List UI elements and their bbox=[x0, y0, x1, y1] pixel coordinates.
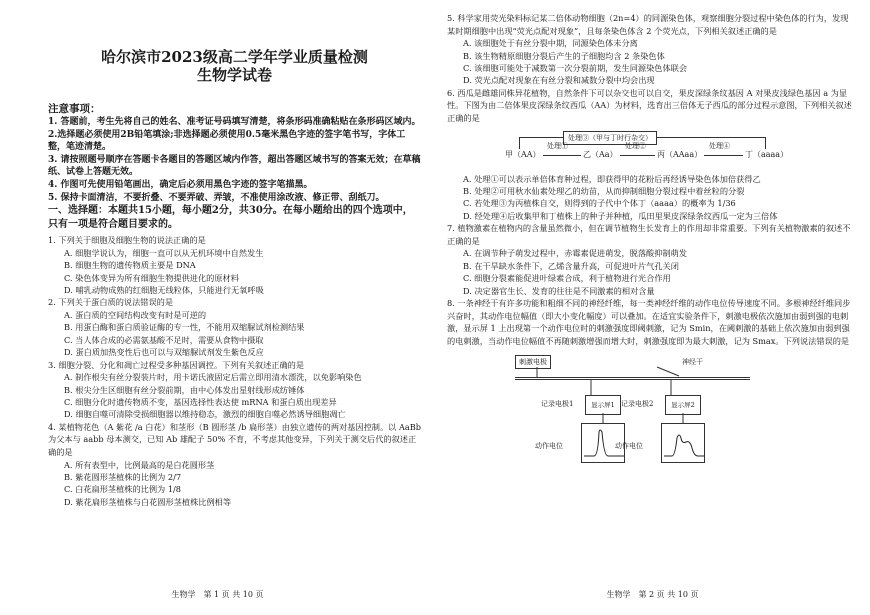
nerve-trunk-label: 神经干 bbox=[682, 358, 703, 367]
question-3 bbox=[48, 359, 421, 421]
note-item: 3. 请按照题号顺序在答题卡各题目的答题区域内作答，超出答题区域书写的答案无效；在草稿纸、试卷上答题无效。 bbox=[48, 154, 421, 178]
page-2 bbox=[435, 0, 870, 615]
node-bing: 丙（AAaa） bbox=[657, 149, 703, 159]
option-c: C. 细胞分化时遗传物质不变，基因选择性表达使 mRNA 和蛋白质出现差异 bbox=[64, 397, 337, 407]
option-d: D. 紫花扁形茎植株与白花圆形茎植株比例相等 bbox=[64, 496, 232, 507]
record-electrode-2-label: 记录电极2 bbox=[621, 400, 654, 409]
exam-subtitle: 生物学试卷 bbox=[196, 66, 272, 84]
option-c: C. 该细胞可能处于减数第一次分裂前期，发生同源染色体联会 bbox=[463, 63, 688, 73]
question-stem: 5. 科学家用荧光染料标记某二倍体动物细胞（2n=4）的同源染色体，观察细胞分裂过程中染色体的行为，发现某时期细胞中出现“荧光点配对现象”，且每条染色体含 2 个荧光点，下列相关叙述正确的是 bbox=[447, 13, 849, 36]
display-screen-2: 显示屏2 bbox=[665, 395, 701, 415]
option-c: C. 白花扁形茎植株的比例为 1/8 bbox=[64, 484, 182, 495]
display-screen-1: 显示屏1 bbox=[585, 395, 621, 415]
nerve-experiment-diagram bbox=[507, 349, 767, 461]
question-stem: 8. 一条神经干有许多功能和粗细不同的神经纤维，每一类神经纤维的动作电位传导速度不同。多根神经纤维同步兴奋时，其动作电位幅值（即大小变化幅度）可以叠加。在适宜实验条件下，刺激电极依次施加由弱到强的电刺激，显示屏 1 上出现第一个动作电位时的刺激强度即阈刺激，记为 Smin，在阈刺激的基础上依次施加由弱到强的电刺激，当动作电位幅值不再随刺激增强而增大时，刺激强度即为最大刺激，记为 Smax。下列说法错误的是 bbox=[447, 298, 851, 346]
question-8 bbox=[447, 297, 856, 461]
record-electrode-1-label: 记录电极1 bbox=[541, 400, 574, 409]
action-potential-label-1: 动作电位 bbox=[535, 442, 563, 451]
option-d: D. 决定器官生长、发育的往往是不同激素的相对含量 bbox=[463, 285, 655, 296]
exam-title: 哈尔滨市2023级高二学年学业质量检测 bbox=[101, 48, 368, 66]
waveform-graph-2 bbox=[661, 423, 705, 463]
option-b: B. 细胞生物的遗传物质主要是 DNA bbox=[64, 260, 196, 271]
option-a: A. 处理①可以表示单倍体育种过程，即获得甲的花粉后再经诱导染色体加倍获得乙 bbox=[463, 173, 761, 184]
option-c: C. 染色体变异为所有细胞生物提供进化的原材料 bbox=[64, 272, 239, 283]
option-d: D. 哺乳动物成熟的红细胞无线粒体，只能进行无氧呼吸 bbox=[64, 284, 264, 295]
node-yi: 乙（Aa） bbox=[583, 149, 618, 159]
option-b: B. 在干旱缺水条件下，乙烯含量升高，可促进叶片气孔关闭 bbox=[463, 260, 679, 271]
section-heading: 一、选择题：本题共15小题，每小题2分，共30分。在每小题给出的四个选项中，只有一项是符合题目要求的。 bbox=[48, 205, 413, 231]
page-footer: 生物学 第 1 页 共 10 页 bbox=[171, 590, 264, 599]
node-ding: 丁（aaaa） bbox=[745, 149, 789, 159]
arrow-label-4: 处理④ bbox=[709, 141, 730, 150]
note-item: 2.选择题必须使用2B铅笔填涂;非选择题必须使用0.5毫米黑色字迹的签字笔书写，字体工整，笔迹清楚。 bbox=[48, 129, 406, 153]
option-a: A. 细胞学说认为，细胞一直可以从无机环境中自然发生 bbox=[64, 247, 264, 258]
action-potential-label-2: 动作电位 bbox=[615, 442, 643, 451]
option-a: A. 所有表型中，比例最高的是白花圆形茎 bbox=[64, 459, 215, 470]
option-d: D. 细胞自噬可清除受损细胞器以维持稳态，激烈的细胞自噬必然诱导细胞凋亡 bbox=[64, 409, 346, 420]
question-2 bbox=[48, 296, 421, 358]
option-a: A. 蛋白质的空间结构改变有时是可逆的 bbox=[64, 309, 207, 320]
stimulus-electrode-label: 刺激电极 bbox=[515, 355, 551, 369]
question-stem: 1. 下列关于细胞及细胞生物的说法正确的是 bbox=[48, 235, 206, 246]
option-b: B. 用蛋白酶和蛋白质验证酶的专一性，不能用双缩脲试剂检测结果 bbox=[64, 322, 305, 333]
option-a: A. 在调节种子萌发过程中，赤霉素促进萌发，脱落酸抑制萌发 bbox=[463, 248, 687, 259]
question-4 bbox=[48, 421, 421, 508]
option-c: C. 当人体合成的必需氨基酸不足时，需要从食物中摄取 bbox=[64, 334, 264, 345]
arrow-label-2: 处理② bbox=[625, 141, 646, 150]
question-stem: 7. 植物激素在植物内的含量虽然微小，但在调节植物生长发育上的作用却非常重要。下列有关植物激素的叙述不正确的是 bbox=[447, 223, 851, 246]
question-5 bbox=[447, 12, 856, 87]
option-d: D. 蛋白质加热变性后也可以与双缩脲试剂发生紫色反应 bbox=[64, 347, 264, 358]
question-1 bbox=[48, 234, 421, 296]
option-d: D. 荧光点配对现象在有丝分裂和减数分裂中均会出现 bbox=[463, 75, 655, 86]
option-b: B. 紫花圆形茎植株的比例为 2/7 bbox=[64, 472, 182, 482]
arrow-label-1: 处理① bbox=[547, 141, 568, 150]
option-a: A. 该细胞处于有丝分裂中期，同源染色体未分离 bbox=[463, 38, 638, 49]
option-b: B. 该生物精原细胞分裂后产生的子细胞均含 2 条染色体 bbox=[463, 50, 665, 61]
option-d: D. 经处理④后收集甲和丁植株上的种子并种植，瓜田里果皮深绿条纹西瓜一定为三倍体 bbox=[463, 210, 778, 221]
process-label-3: 处理③（甲与丁时行杂交） bbox=[563, 131, 657, 145]
option-b: B. 处理②可用秋水仙素处理乙的幼苗，从而抑制细胞分裂过程中着丝粒的分裂 bbox=[463, 186, 745, 196]
option-c: C. 细胞分裂素能促进叶绿素合成，利于植物进行光合作用 bbox=[463, 273, 671, 284]
option-c: C. 若处理③为丙植株自交，则得到的子代中个体丁（aaaa）的概率为 1/36 bbox=[463, 198, 736, 209]
question-stem: 2. 下列关于蛋白质的说法错误的是 bbox=[48, 297, 174, 308]
option-b: B. 根尖分生区细胞有丝分裂前期，由中心体发出星射线形成纺锤体 bbox=[64, 384, 305, 395]
notes-heading: 注意事项： bbox=[48, 103, 101, 115]
note-item: 5. 保持卡面清洁，不要折叠、不要弄破、弄皱，不准使用涂改液、修正带、刮纸刀。 bbox=[48, 192, 385, 203]
breeding-process-diagram bbox=[447, 129, 856, 171]
page-footer: 生物学 第 2 页 共 10 页 bbox=[606, 590, 699, 599]
question-6 bbox=[447, 87, 856, 222]
question-stem: 4. 某植物花色（A 紫花 /a 白花）和茎形（B 圆形茎 /b 扁形茎）由独立遗传的两对基因控制。以 AaBb 为父本与 aabb 母本测交，已知 Ab 雄配子 50% 不育，不考虑其他变异，下列关于测交后代的叙述正确的是 bbox=[48, 421, 422, 457]
question-stem: 3. 细胞分裂、分化和凋亡过程受多种基因调控。下列有关叙述正确的是 bbox=[48, 359, 305, 370]
option-a: A. 制作根尖有丝分裂装片时，用卡诺氏液固定后需立即用清水漂洗，以免影响染色 bbox=[64, 372, 362, 383]
question-7 bbox=[447, 222, 856, 297]
node-jia: 甲（AA） bbox=[505, 149, 541, 159]
note-item: 4. 作图可先使用铅笔画出，确定后必须用黑色字迹的签字笔描黑。 bbox=[48, 179, 313, 190]
note-item: 1. 答题前，考生先将自己的姓名、准考证号码填写清楚，将条形码准确粘贴在条形码区域内。 bbox=[48, 117, 421, 127]
question-stem: 6. 西瓜是雌雄同株异花植物，自然条件下可以杂交也可以自交，果皮深绿条纹基因 A 对果皮浅绿色基因 a 为显性。下图为由二倍体果皮深绿条纹西瓜（AA）为材料，选育出三倍体无子西瓜的部分过程示意图，下列相关叙述正确的是 bbox=[447, 87, 852, 123]
